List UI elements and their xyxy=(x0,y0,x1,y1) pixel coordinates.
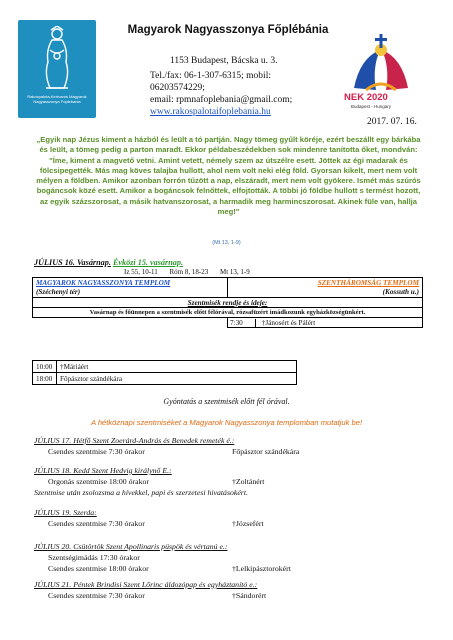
weekday-heading: A hétköznapi szentmiséket a Magyarok Nagyasszonya templomban mutatjuk be! xyxy=(90,418,363,427)
contact-block xyxy=(150,55,350,118)
nek-title: NEK 2020 xyxy=(344,92,388,103)
mass-entry: Csendes szentmise 7:30 órakor xyxy=(48,519,145,528)
gospel-reference: (Mt 13, 1-9) xyxy=(212,240,241,246)
parish-title: Magyarok Nagyasszonya Főplébánia xyxy=(127,24,329,36)
rosary-note: Vasárnap és főünnepen a szentmisék előtt félórával, rózsafüzért imádkozunk egyházközségünkért. xyxy=(89,309,366,316)
mass-intention: Főpásztor szándékára xyxy=(57,373,297,385)
gospel-text: „Egyik nap Jézus kiment a házból és leült a tó partján. Nagy tömeg gyűlt köréje, ezért beszállt egy bárkába és leült, a tömeg pedig a parton maradt. Ekkor példabeszédekben sok mindenre tanította őket, mondván: "Íme, kiment a magvető vetni. Amint vetett, némely szem az útszélre esett. Jöttek az égi madarak és fölcsipegették. Más mag köves talajba hullott, ahol nem volt neki elég föld. Gyorsan kikelt, mert nem volt mélyen a földben. Amikor azonban forrón tűzött a nap, elszáradt, mert nem volt gyökere. Ismét más szúrós bogáncsok közé esett. Amikor a bogáncsok felnőttek, elfojtották. A többi jó földbe hullott s termést hozott, az egyik százszorosat, a másik hatvanszorosat, a harmadik meg harmincszorosat. Akinek füle van, hallja meg!" xyxy=(36,135,421,217)
mass-intention: †Józsefért xyxy=(232,519,264,528)
bulletin-date: 2017. 07. 16. xyxy=(367,117,417,127)
website-link[interactable]: www.rakospalotaifoplebania.hu xyxy=(150,107,271,117)
table-row xyxy=(33,361,297,373)
mobile-line: 06203574229; xyxy=(150,83,205,93)
sunday-feast: Évközi 15. vasárnap. xyxy=(112,258,183,267)
mass-order-heading: Szentmisék rendje és ideje: xyxy=(187,298,268,307)
reading-gospel: Mt 13, 1-9 xyxy=(219,268,250,276)
church-left-name: MAGYAROK NAGYASSZONYA TEMPLOM xyxy=(36,278,171,287)
left-mass-table xyxy=(32,360,297,385)
mass-entry: Csendes szentmise 18:00 órakor xyxy=(48,564,149,573)
sunday-date: JÚLIUS 16. Vasárnap. xyxy=(34,258,111,267)
mass-intention: †Lelkipásztorokért xyxy=(232,564,291,573)
nek-subtitle: Budapest - Hungary xyxy=(351,104,392,109)
right-mass-time: 7:30 xyxy=(228,319,256,327)
confession-note: Gyóntatás a szentmisék előtt fél órával. xyxy=(163,397,290,406)
mass-entry: Orgonás szentmise 18:00 órakor xyxy=(48,477,149,486)
table-row xyxy=(33,373,297,385)
church-left-location: (Széchenyi tér) xyxy=(36,288,81,297)
mass-intention: Főpásztor szándékára xyxy=(232,447,300,456)
parish-logo xyxy=(18,20,96,118)
mass-time: 10:00 xyxy=(33,361,57,373)
right-mass-intention: †Jánosért és Pálért xyxy=(261,318,316,327)
sunday-schedule-table xyxy=(32,277,423,328)
madonna-statue-icon xyxy=(32,26,82,92)
logo-caption: Rakospalota-Kertvaros Magyarok Nagyasszonya Foplebania xyxy=(27,94,87,104)
day-note: Szentmise után zsolozsma a hívekkel, papi és szerzetesi hivatásokért. xyxy=(34,488,248,497)
day-title-tuesday: JÚLIUS 18. Kedd Szent Hedvig királynő E.: xyxy=(34,466,172,475)
address-line: 1153 Budapest, Bácska u. 3. xyxy=(170,56,278,66)
day-title-friday: JÚLIUS 21. Péntek Brindisi Szent Lőrinc áldozópap és egyháztanító e.: xyxy=(34,580,258,589)
sunday-heading xyxy=(34,258,183,267)
mass-intention: †Máriáért xyxy=(57,361,297,373)
church-right-location: (Kossuth u.) xyxy=(382,288,419,297)
sunday-readings xyxy=(124,268,260,276)
mass-entry: Csendes szentmise 7:30 órakor xyxy=(48,591,145,600)
mass-intention: †Zoltánért xyxy=(232,477,265,486)
phone-line: Tel./fax: 06-1-307-6315; mobil: xyxy=(150,71,271,81)
day-title-wednesday: JÚLIUS 19. Szerda: xyxy=(34,508,97,517)
day-title-thursday: JÚLIUS 20. Csütörtök Szent Apollinaris püspök és vértanú e.: xyxy=(34,542,228,551)
day-title-monday: JÚLIUS 17. Hétfő Szent Zoerárd-András és Benedek remeték é.: xyxy=(34,436,235,445)
reading-second: Róm 8, 18-23 xyxy=(169,268,209,276)
mass-time: 18:00 xyxy=(33,373,57,385)
mass-entry: Csendes szentmise 7:30 órakor xyxy=(48,447,145,456)
church-right-name: SZENTHÁROMSÁG TEMPLOM xyxy=(317,278,419,287)
reading-first: Iz 55, 10-11 xyxy=(124,268,158,276)
mass-intention: †Sándorért xyxy=(232,591,267,600)
mass-entry: Szentségimádás 17:30 órakor xyxy=(48,553,140,562)
email-line: email: rpmnafoplebania@gmail.com; xyxy=(150,95,293,105)
